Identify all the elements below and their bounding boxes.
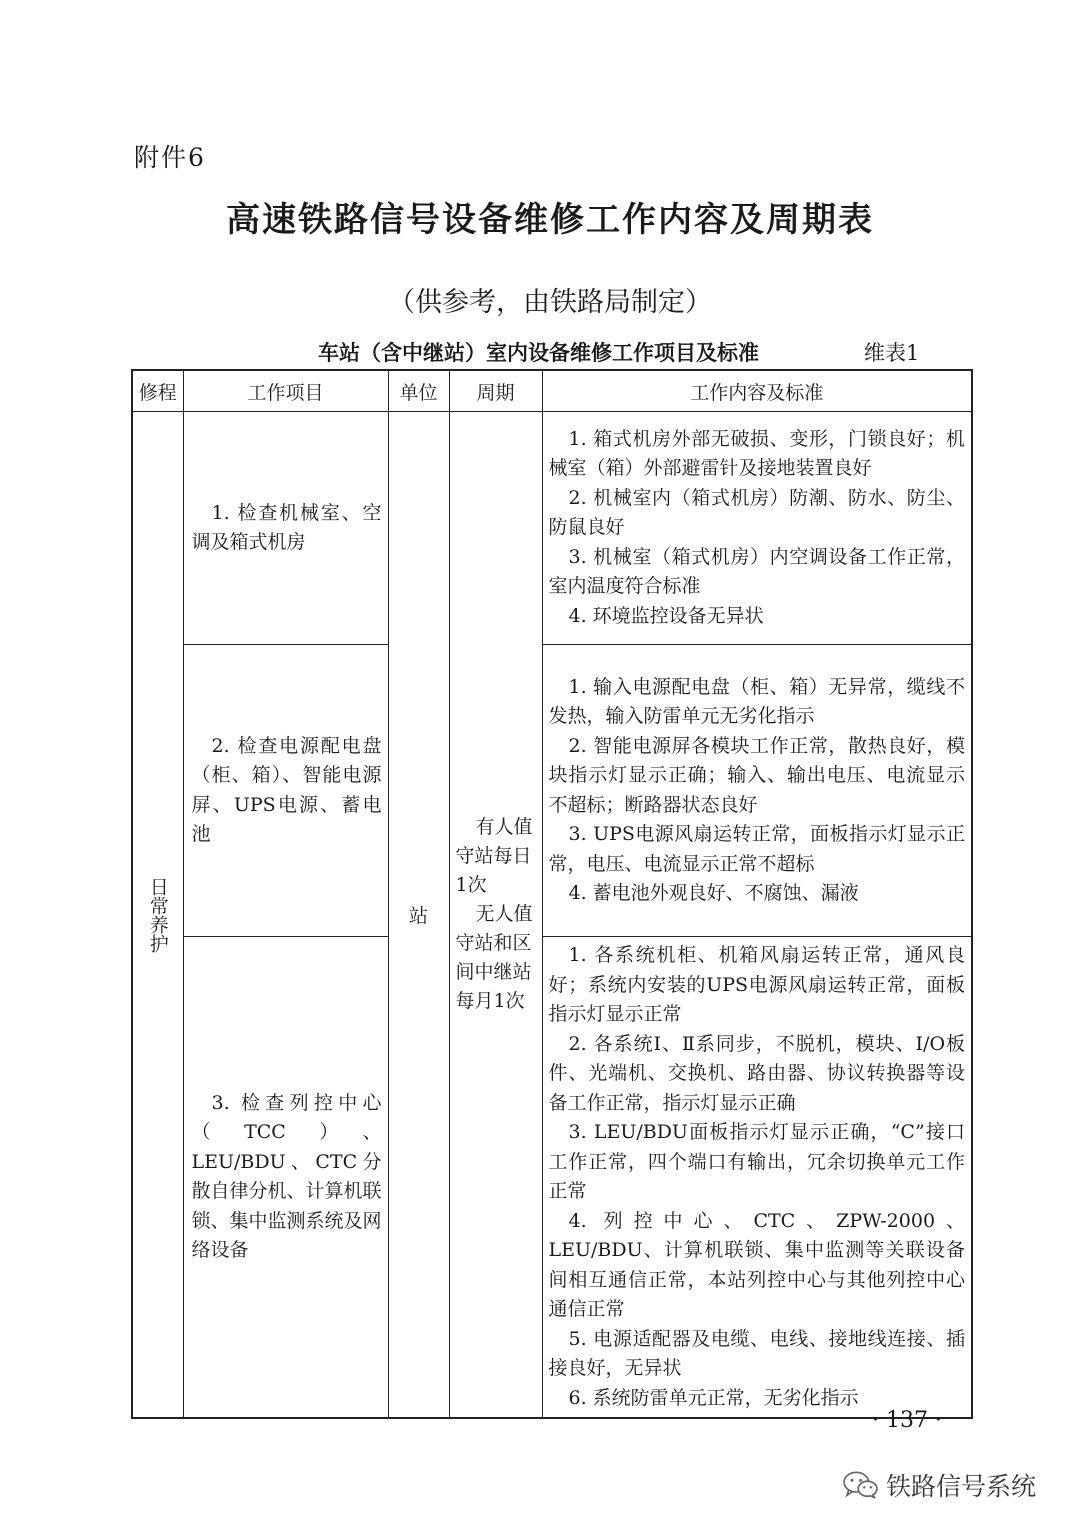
- content-line: 2. 机械室内（箱式机房）防潮、防水、防尘、防鼠良好: [548, 486, 965, 539]
- header-period: 周期: [449, 370, 542, 412]
- header-content: 工作内容及标准: [542, 370, 972, 412]
- unit-cell: [388, 412, 449, 1419]
- item-cell: [183, 645, 388, 937]
- content-cell: [542, 412, 972, 645]
- watermark-text: 铁路信号系统: [886, 1472, 1037, 1501]
- item-cell: [183, 937, 388, 1419]
- content-line: 3. UPS电源风扇运转正常，面板指示灯显示正常，电压、电流显示正常不超标: [548, 823, 965, 875]
- content-line: 3. LEU/BDU面板指示灯显示正确，“C”接口工作正常，四个端口有输出，冗余切换单元工作正常: [548, 1121, 965, 1202]
- item-cell: [183, 412, 388, 645]
- content-line: 2. 智能电源屏各模块工作正常，散热良好，模块指示灯显示正确；输入、输出电压、电流显示不超标；断路器状态良好: [548, 734, 965, 816]
- item-text: 3. 检查列控中心（TCC）、LEU/BDU、CTC分散自律分机、计算机联锁、集中监测系统及网络设备: [191, 1091, 382, 1261]
- item-text: 2. 检查电源配电盘（柜、箱）、智能电源屏、UPS电源、蓄电池: [191, 734, 382, 845]
- document-title: 高速铁路信号设备维修工作内容及周期表: [226, 200, 874, 240]
- period-cell: [449, 412, 542, 1419]
- period-line-2: 无人值守站和区间中继站每月1次: [455, 903, 533, 1012]
- wechat-icon: [842, 1470, 880, 1500]
- content-cell: [542, 937, 972, 1419]
- table-row: [132, 412, 972, 645]
- content-cell: [542, 645, 972, 937]
- header-unit: 单位: [388, 370, 449, 412]
- table-continuation-label: 维表1: [864, 341, 920, 365]
- category-text: 日常养护: [146, 876, 169, 953]
- content-line: 2. 各系统Ⅰ、Ⅱ系同步，不脱机，模块、I/O板件、光端机、交换机、路由器、协议转换器等设备工作正常，指示灯显示正确: [548, 1032, 965, 1114]
- content-line: 4. 列控中心、CTC、ZPW-2000、LEU/BDU、计算机联锁、集中监测等关联设备间相互通信正常，本站列控中心与其他列控中心通信正常: [548, 1209, 965, 1320]
- content-line: 4. 环境监控设备无异状: [568, 604, 764, 627]
- category-cell: [132, 412, 183, 1419]
- content-line: 1. 输入电源配电盘（柜、箱）无异常，缆线不发热，输入防雷单元无劣化指示: [548, 675, 965, 727]
- table-row: [132, 645, 972, 937]
- content-line: 1. 箱式机房外部无破损、变形，门锁良好；机械室（箱）外部避雷针及接地装置良好: [548, 427, 965, 480]
- item-text: 1. 检查机械室、空调及箱式机房: [191, 501, 382, 553]
- table-caption: 车站（含中继站）室内设备维修工作项目及标准: [318, 341, 759, 365]
- page-number: · 137 ·: [872, 1408, 942, 1433]
- unit-text: 站: [408, 905, 428, 927]
- maintenance-table: [131, 369, 973, 1419]
- period-line-1: 有人值守站每日1次: [455, 816, 533, 896]
- header-category: 修程: [132, 370, 183, 412]
- document-subtitle: （供参考，由铁路局制定）: [388, 287, 712, 318]
- content-line: 4. 蓄电池外观良好、不腐蚀、漏液: [568, 882, 859, 904]
- table-row: [132, 937, 972, 1419]
- annex-label: 附件6: [134, 143, 206, 172]
- content-line: 1. 各系统机柜、机箱风扇运转正常，通风良好；系统内安装的UPS电源风扇运转正常，面板指示灯显示正常: [548, 944, 965, 1025]
- table-header-row: [132, 370, 972, 412]
- content-line: 5. 电源适配器及电缆、电线、接地线连接、插接良好，无异状: [548, 1327, 965, 1379]
- content-line: 3. 机械室（箱式机房）内空调设备工作正常，室内温度符合标准: [548, 545, 965, 598]
- content-line: 6. 系统防雷单元正常，无劣化指示: [568, 1386, 859, 1409]
- header-item: 工作项目: [183, 370, 388, 412]
- watermark: [842, 1467, 1036, 1503]
